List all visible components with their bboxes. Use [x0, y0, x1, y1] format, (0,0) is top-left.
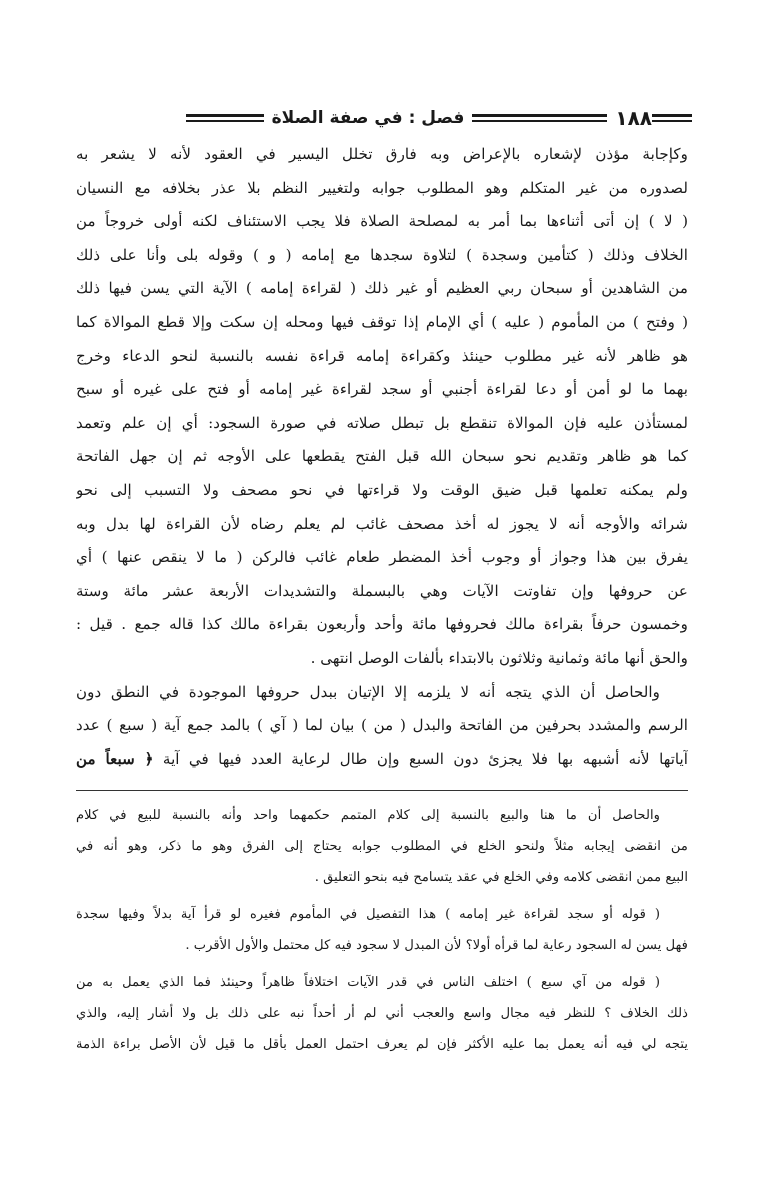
text-line: ( لا ) إن أتى أثناءها بما أمر به لمصلحة الصلاة فلا يجب الاستئناف لكنه أولى خروجاً من	[76, 212, 688, 231]
text-line: والحاصل أن الذي يتجه أنه لا يلزمه إلا الإتيان ببدل حروفها الموجودة في النطق دون	[76, 682, 660, 701]
page-header	[72, 106, 692, 130]
footnote-separator	[76, 790, 688, 791]
header-rule-right	[652, 114, 692, 122]
footnote-line: ذلك الخلاف ؟ للنظر فيه مجال واسع والعجب أني لم أر أحداً نبه على ذلك بل ولا أشار إليه، والذي	[76, 1006, 688, 1021]
text-line: والحق أنها مائة وثمانية وثلاثون بالابتداء بألفات الوصل انتهى .	[310, 648, 688, 667]
text-line: لصدوره من غير المتكلم وهو المطلوب جوابه ولتغيير النظم بلا عذر بخلافه مع النسيان	[76, 178, 688, 197]
running-title: فصل : في صفة الصلاة	[271, 108, 465, 128]
text-line-with-quran-start	[76, 743, 688, 777]
footnote-line: فهل يسن له السجود رعاية لما قرأه أولا؟ لأن المبدل لا سجود فيه كل محتمل والأول الأقرب .	[185, 938, 688, 953]
main-text	[76, 138, 688, 776]
page-number: ١٨٨	[615, 106, 652, 130]
text-line: لمستأذن عليه فإن الموالاة تنقطع بل تبطل صلاته في صورة السجود: أي إن علم وتعمد	[76, 413, 688, 432]
header-rule-left	[186, 114, 264, 122]
footnote-line: يتجه لي فيه أنه يعمل بما عليه الأكثر فإن لم يعرف احتمل العمل بأقل ما قيل لأن الأصل براءة الذمة	[76, 1037, 688, 1052]
footnote-line: ( قوله من آي سبع ) اختلف الناس في قدر الآيات اختلافاً ظاهراً وحينئذ فما الذي يعمل به من	[76, 975, 660, 990]
footnote-line: ( قوله أو سجد لقراءة غير إمامه ) هذا التفصيل في المأموم فغيره لو قرأ آية بدلاً وفيها سجدة	[76, 907, 660, 922]
footnote-line: من انقضى إيجابه مثلاً ولنحو الخلع في المطلوب جوابه يحتاج إلى الفرق وهو ما ذكر، وهو أنه في	[76, 839, 688, 854]
text-line: كما هو ظاهر وتقديم نحو سبحان الله قبل الفتح يقطعها على الأوجه ثم إن جهل الفاتحة	[76, 447, 688, 466]
footnote-line: والحاصل أن ما هنا والبيع بالنسبة إلى كلام المتمم حكمهما واحد وأنه بالنسبة للبيع في كلام	[76, 808, 660, 823]
text-line: وخمسون حرفاً بقراءة مالك فحروفها مائة وأحد وأربعون بقراءة مالك كذا قاله جمع . قيل :	[76, 615, 688, 634]
text-line: آياتها لأنه أشبهه بها فلا يجزئ دون السبع وإن طال لرعاية العدد فيها في آية	[162, 749, 688, 768]
text-line: بهما ما لو أمن أو دعا لقراءة أجنبي أو سجد لقراءة غير إمامه أو فتح على غيره أو سبح	[76, 380, 688, 399]
text-line: عن حروفها وإن تفاوتت الآيات وهي بالبسملة والتشديدات الأربعة عشر مائة وستة	[76, 581, 688, 600]
text-line: الرسم والمشدد بحرفين من الفاتحة والبدل ( من ) بيان لما ( آي ) بالمد جمع آية ( سبع ) عدد	[76, 716, 688, 735]
text-line: ولم يمكنه تعلمها قبل ضيق الوقت ولا قراءتها في نحو مصحف ولا التسبب إلى نحو	[76, 480, 688, 499]
text-line: من الشاهدين أو سبحان ربي العظيم أو غير ذلك ( لقراءة إمامه ) الآية التي يسن فيها ذلك	[76, 279, 688, 298]
footnote-line: البيع ممن انقضى كلامه وفي الخلع في عقد يتسامح فيه بنحو التعليق .	[314, 870, 688, 885]
footnotes	[76, 800, 688, 1060]
text-line: شرائه والأوجه أنه لا يجوز له أخذ مصحف غائب لم يعلم رضاه لأن القراءة لها بدل وبه	[76, 514, 688, 533]
header-rule-middle	[472, 114, 607, 122]
text-line: وكإجابة مؤذن لإشعاره بالإعراض وبه فارق تخلل اليسير في العقود لأنه لا يشعر به	[76, 145, 688, 163]
text-line: الخلاف وذلك ( كتأمين وسجدة ) لتلاوة سجدها مع إمامه ( و ) وقوله بلى وأنا على ذلك	[76, 245, 688, 264]
text-line: ( وفتح ) من المأموم ( عليه ) أي الإمام إذا توقف فيها ومحله إن سكت وإلا قطع الموالاة كما	[76, 312, 688, 331]
text-line: هو ظاهر لأنه غير مطلوب حينئذ وكقراءة إمامه قراءة نفسه بالنسبة لنحو الدعاء وخرج	[76, 346, 688, 365]
quran-quote-start: ﴿ سبعاً من	[76, 749, 154, 768]
text-line: يفرق بين هذا وجواز أو وجوب أخذ المضطر طعام غائب فالركن ( ما لا ينقص عنها ) أي	[76, 548, 688, 567]
